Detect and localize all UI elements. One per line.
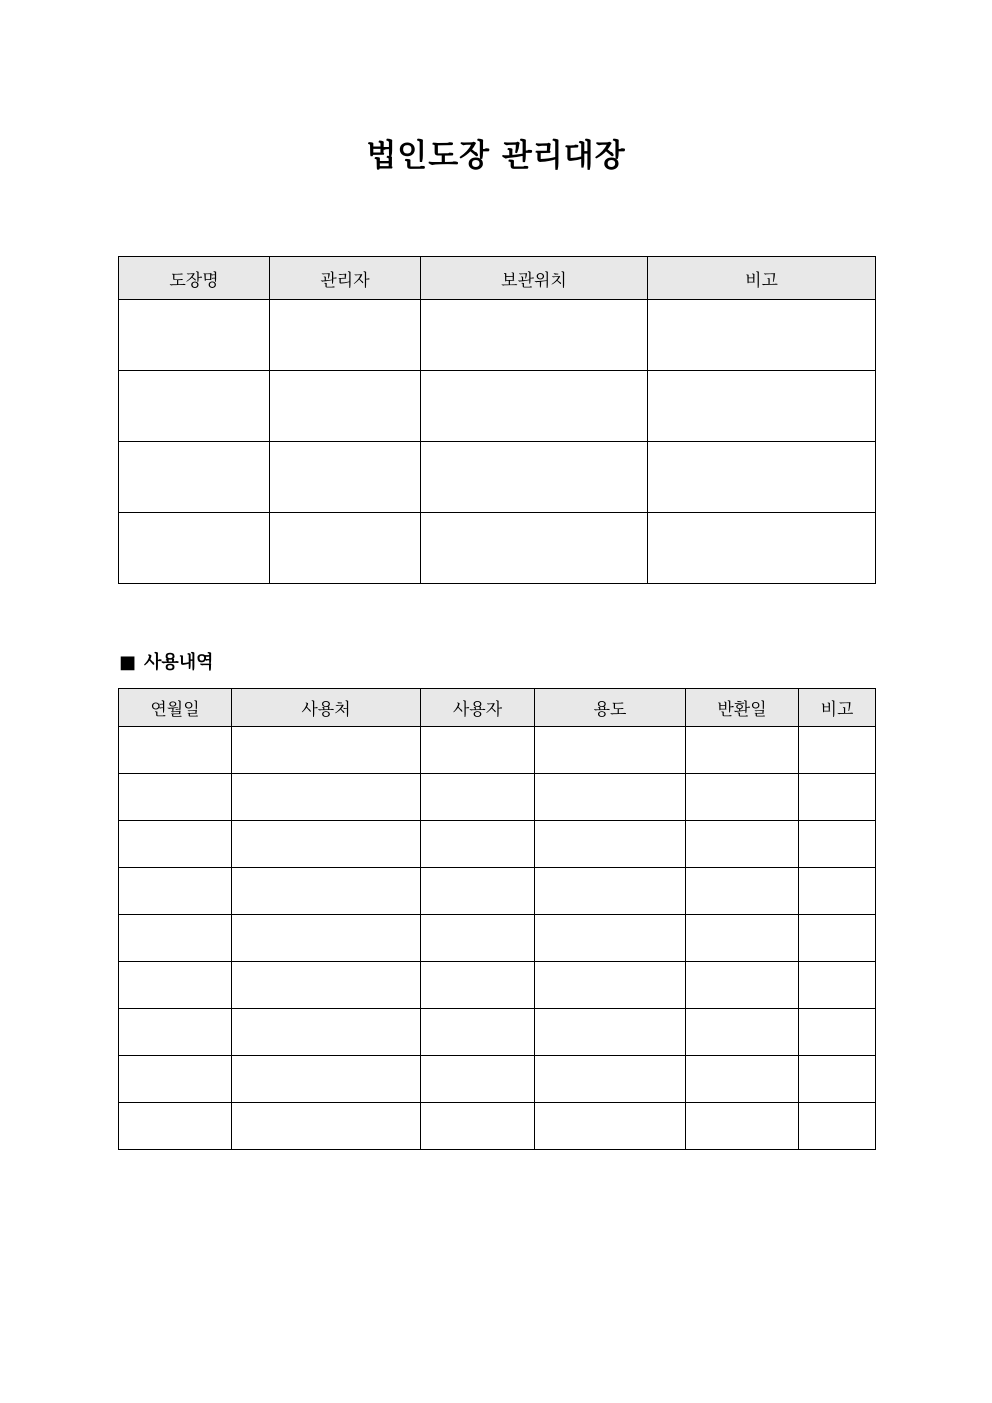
usage-history-table — [118, 688, 876, 1150]
table-cell[interactable] — [119, 1103, 232, 1150]
header-storage-location: 보관위치 — [421, 257, 648, 300]
table-cell[interactable] — [799, 774, 876, 821]
table-cell[interactable] — [648, 442, 876, 513]
header-date: 연월일 — [119, 689, 232, 727]
table-cell[interactable] — [799, 1056, 876, 1103]
usage-table-row — [119, 962, 876, 1009]
table-cell[interactable] — [686, 1056, 799, 1103]
table-cell[interactable] — [535, 1103, 686, 1150]
table-cell[interactable] — [648, 513, 876, 584]
table-cell[interactable] — [535, 915, 686, 962]
seal-table-row — [119, 513, 876, 584]
usage-table-row — [119, 727, 876, 774]
table-cell[interactable] — [270, 442, 421, 513]
table-cell[interactable] — [119, 300, 270, 371]
table-cell[interactable] — [119, 727, 232, 774]
table-cell[interactable] — [421, 821, 535, 868]
header-remarks: 비고 — [648, 257, 876, 300]
table-cell[interactable] — [421, 442, 648, 513]
square-bullet-icon: ■ — [119, 652, 137, 673]
table-cell[interactable] — [421, 727, 535, 774]
table-cell[interactable] — [421, 915, 535, 962]
header-manager: 관리자 — [270, 257, 421, 300]
table-cell[interactable] — [421, 300, 648, 371]
seal-table-row — [119, 371, 876, 442]
header-user: 사용자 — [421, 689, 535, 727]
table-cell[interactable] — [686, 1103, 799, 1150]
header-usage-remarks: 비고 — [799, 689, 876, 727]
table-cell[interactable] — [799, 962, 876, 1009]
table-cell[interactable] — [232, 1009, 421, 1056]
table-cell[interactable] — [421, 513, 648, 584]
table-cell[interactable] — [648, 300, 876, 371]
table-cell[interactable] — [270, 300, 421, 371]
table-cell[interactable] — [119, 1009, 232, 1056]
table-cell[interactable] — [535, 774, 686, 821]
table-cell[interactable] — [421, 868, 535, 915]
table-cell[interactable] — [686, 727, 799, 774]
usage-table-row — [119, 868, 876, 915]
usage-table-row — [119, 821, 876, 868]
table-cell[interactable] — [119, 774, 232, 821]
table-cell[interactable] — [232, 868, 421, 915]
usage-table-row — [119, 915, 876, 962]
table-cell[interactable] — [421, 774, 535, 821]
table-cell[interactable] — [686, 868, 799, 915]
header-seal-name: 도장명 — [119, 257, 270, 300]
table-cell[interactable] — [799, 727, 876, 774]
usage-table-row — [119, 1056, 876, 1103]
header-return-date: 반환일 — [686, 689, 799, 727]
usage-table-row — [119, 1009, 876, 1056]
table-cell[interactable] — [686, 962, 799, 1009]
table-cell[interactable] — [686, 915, 799, 962]
table-cell[interactable] — [421, 1009, 535, 1056]
usage-table-row — [119, 774, 876, 821]
table-cell[interactable] — [535, 1056, 686, 1103]
table-cell[interactable] — [270, 513, 421, 584]
table-cell[interactable] — [232, 1056, 421, 1103]
table-cell[interactable] — [119, 1056, 232, 1103]
table-cell[interactable] — [119, 962, 232, 1009]
table-cell[interactable] — [119, 442, 270, 513]
seal-table-row — [119, 442, 876, 513]
usage-section-heading — [119, 650, 214, 676]
table-cell[interactable] — [799, 915, 876, 962]
table-cell[interactable] — [232, 962, 421, 1009]
table-cell[interactable] — [270, 371, 421, 442]
usage-table-row — [119, 1103, 876, 1150]
document-title: 법인도장 관리대장 — [366, 138, 626, 174]
table-cell[interactable] — [686, 774, 799, 821]
table-cell[interactable] — [535, 1009, 686, 1056]
header-place-of-use: 사용처 — [232, 689, 421, 727]
table-cell[interactable] — [799, 868, 876, 915]
table-cell[interactable] — [799, 1103, 876, 1150]
table-cell[interactable] — [799, 1009, 876, 1056]
table-cell[interactable] — [421, 962, 535, 1009]
table-cell[interactable] — [232, 1103, 421, 1150]
table-cell[interactable] — [119, 868, 232, 915]
table-cell[interactable] — [535, 962, 686, 1009]
table-cell[interactable] — [119, 915, 232, 962]
seal-table-row — [119, 300, 876, 371]
table-cell[interactable] — [648, 371, 876, 442]
usage-table-header-row — [119, 689, 876, 727]
table-cell[interactable] — [421, 1103, 535, 1150]
table-cell[interactable] — [119, 513, 270, 584]
header-purpose: 용도 — [535, 689, 686, 727]
table-cell[interactable] — [686, 821, 799, 868]
table-cell[interactable] — [119, 821, 232, 868]
table-cell[interactable] — [232, 774, 421, 821]
table-cell[interactable] — [686, 1009, 799, 1056]
table-cell[interactable] — [232, 821, 421, 868]
table-cell[interactable] — [421, 1056, 535, 1103]
table-cell[interactable] — [232, 915, 421, 962]
table-cell[interactable] — [535, 727, 686, 774]
table-cell[interactable] — [232, 727, 421, 774]
table-cell[interactable] — [535, 821, 686, 868]
seal-table-header-row — [119, 257, 876, 300]
usage-section-title: 사용내역 — [144, 652, 214, 673]
table-cell[interactable] — [799, 821, 876, 868]
table-cell[interactable] — [535, 868, 686, 915]
seal-management-table — [118, 256, 876, 584]
table-cell[interactable] — [421, 371, 648, 442]
table-cell[interactable] — [119, 371, 270, 442]
